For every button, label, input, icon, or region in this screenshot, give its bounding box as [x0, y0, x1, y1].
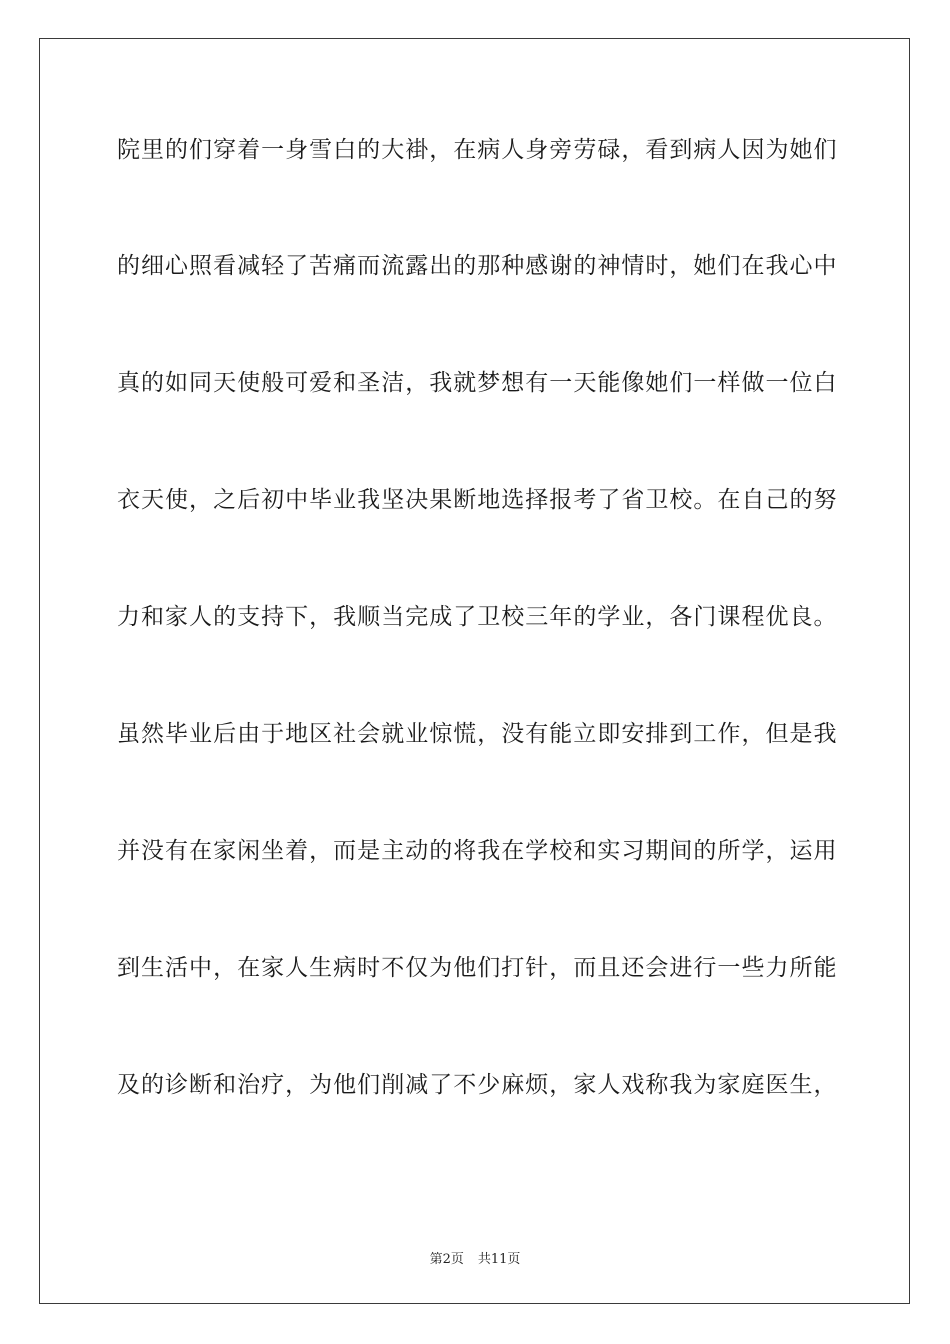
page-number: 第2页: [429, 1252, 464, 1267]
text-line: 真的如同天使般可爱和圣洁，我就梦想有一天能像她们一样做一位白: [117, 370, 837, 396]
page-total: 共11页: [477, 1252, 521, 1267]
text-line: 衣天使，之后初中毕业我坚决果断地选择报考了省卫校。在自己的努: [117, 487, 837, 513]
text-line: 并没有在家闲坐着，而是主动的将我在学校和实习期间的所学，运用: [117, 838, 837, 864]
text-line: 的细心照看减轻了苦痛而流露出的那种感谢的神情时，她们在我心中: [117, 253, 837, 279]
text-line: 虽然毕业后由于地区社会就业惊慌，没有能立即安排到工作，但是我: [117, 721, 837, 747]
text-line: 力和家人的支持下，我顺当完成了卫校三年的学业，各门课程优良。: [117, 604, 837, 630]
text-line: 及的诊断和治疗，为他们削减了不少麻烦，家人戏称我为家庭医生，: [117, 1072, 837, 1098]
page-footer: [0, 1248, 950, 1267]
text-line: 到生活中，在家人生病时不仅为他们打针，而且还会进行一些力所能: [117, 955, 837, 981]
text-line: 院里的们穿着一身雪白的大褂，在病人身旁劳碌，看到病人因为她们: [117, 137, 837, 163]
page-border: [39, 38, 910, 1304]
